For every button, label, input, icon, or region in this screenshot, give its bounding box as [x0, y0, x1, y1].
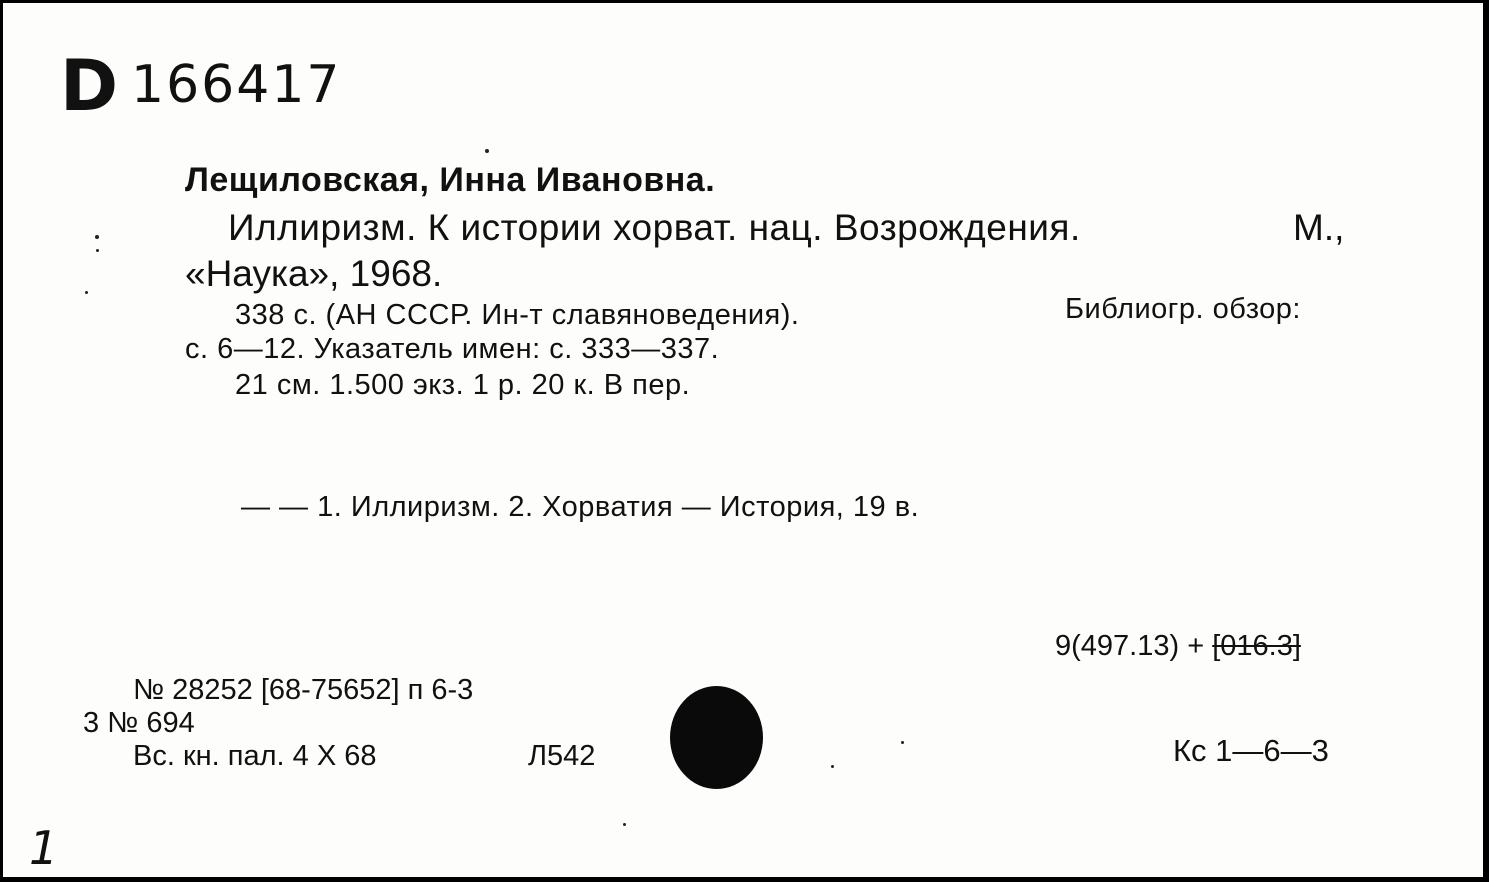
index-note: с. 6—12. Указатель имен: с. 333—337.	[185, 333, 720, 365]
call-letter: D	[60, 45, 119, 127]
publication-place: М.,	[1293, 207, 1345, 248]
speck	[95, 235, 99, 239]
speck	[831, 765, 834, 768]
format-price: 21 см. 1.500 экз. 1 р. 20 к. В пер.	[235, 369, 691, 401]
classification-main: 9(497.13) +	[1055, 630, 1213, 662]
subject-headings: — — 1. Иллиризм. 2. Хорватия — История, 19 в.	[241, 491, 920, 523]
speck	[485, 149, 489, 153]
registry-code: Л542	[528, 740, 596, 772]
speck	[901, 741, 904, 744]
shelf-code: Кс 1—6—3	[1173, 733, 1329, 768]
speck	[85, 291, 88, 294]
classification-struck: [016.3]	[1212, 630, 1301, 662]
registry-line-3: Вс. кн. пал. 4 X 68	[133, 740, 377, 772]
punch-hole	[670, 686, 763, 789]
author-name: Лещиловская, Инна Ивановна.	[185, 161, 716, 199]
pages-series: 338 с. (АН СССР. Ин-т славяноведения).	[235, 299, 800, 331]
registry-line-1: № 28252 [68-75652] п 6-3	[133, 674, 474, 706]
title-line-1: Иллиризм. К истории хорват. нац. Возрождения.	[228, 207, 1081, 248]
catalog-card	[3, 3, 1483, 877]
title-line-2: «Наука», 1968.	[185, 253, 443, 294]
classification-code	[1055, 630, 1301, 663]
speck	[96, 249, 99, 252]
call-number: 166417	[131, 55, 342, 115]
handwritten-mark: 1	[29, 821, 59, 875]
registry-line-2: 3 № 694	[83, 707, 195, 739]
bibliography-note: Библиогр. обзор:	[1065, 293, 1301, 325]
speck	[623, 823, 626, 826]
